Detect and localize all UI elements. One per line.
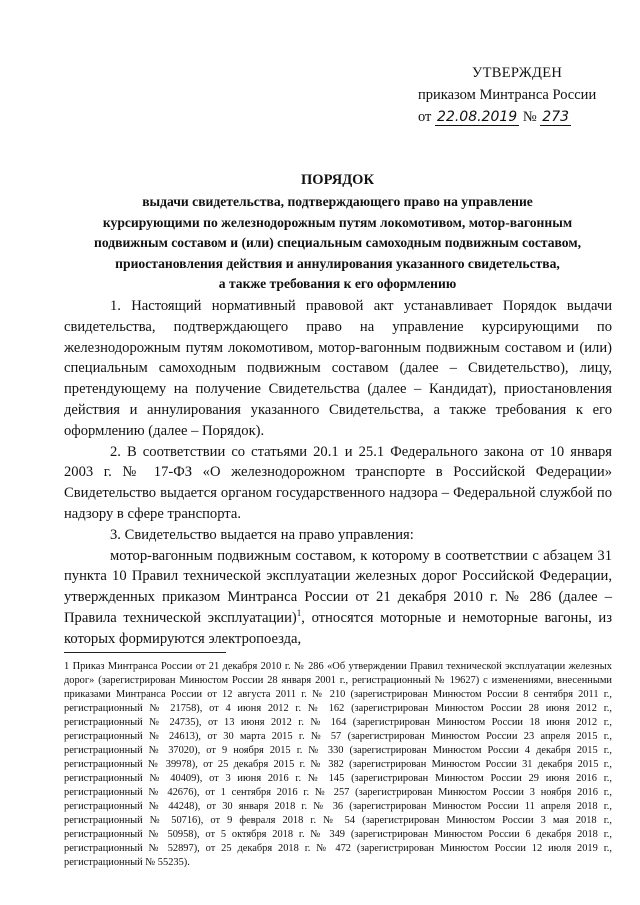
heading-title: ПОРЯДОК (301, 172, 374, 188)
paragraph-4-tail: , относятся моторные и немоторные вагоны, из которых формируются электропоезда, (64, 609, 612, 647)
date-prefix: от (418, 109, 432, 125)
handwritten-number: 273 (542, 109, 570, 125)
footnote-text: 1 Приказ Минтранса России от 21 декабря 2010 г. № 286 «Об утверждении Правил технической эксплуатации железных дорог» (зарегистрирован Минюстом России 28 января 2001 г., регистрационный № 19627) с изменениями, внесенными приказами Минтранса России от 12 августа 2011 г. № 210 (зарегистрирован Минюстом России 8 сентября 2011 г., регистрационный № 21758), от 4 июня 2012 г. № 162 (зарегистрирован Минюстом России 28 июня 2012 г., регистрационный № 24735), от 13 июня 2012 г. № 164 (зарегистрирован Минюстом России 18 июня 2012 г., регистрационный № 24613), от 30 марта 2015 г. № 57 (зарегистрирован Минюстом России 23 апреля 2015 г., регистрационный № 37020), от 9 ноября 2015 г. № 330 (зарегистрирован Минюстом России 4 декабря 2015 г., регистрационный № 39978), от 25 декабря 2015 г. № 382 (зарегистрирован Минюстом России 31 декабря 2015 г., регистрационный № 40409), от 3 июня 2016 г. № 145 (зарегистрирован Минюстом России 29 июня 2016 г., регистрационный № 42676), от 1 сентября 2016 г. № 257 (зарегистрирован Минюстом России 3 ноября 2016 г., регистрационный № 44248), от 30 января 2018 г. № 36 (зарегистрирован Минюстом России 11 апреля 2018 г., регистрационный № 50716), от 9 февраля 2018 г. № 54 (зарегистрирован Минюстом России 3 мая 2018 г., регистрационный № 50958), от 5 октября 2018 г. № 349 (зарегистрирован Минюстом России 6 декабря 2018 г., регистрационный № 52897), от 25 декабря 2018 г. № 472 (зарегистрирован Минюстом России 12 июля 2019 г., регистрационный № 55235). (64, 661, 612, 868)
paragraph-2: 2. В соответствии со статьями 20.1 и 25.1 Федерального закона от 10 января 2003 г. № 17-ФЗ «О железнодорожном транспорте в Российской Федерации» Свидетельство выдается органом государственного надзора – Федеральной службой по надзору в сфере транспорта. (64, 443, 612, 522)
approval-block (418, 62, 618, 128)
paragraph-3: 3. Свидетельство выдается на право управления: (110, 526, 414, 543)
footnote-reference: 1 (296, 608, 302, 619)
heading-line: подвижным составом и (или) специальным самоходным подвижным составом, (94, 235, 581, 251)
document-heading (60, 170, 615, 294)
paragraph-1: 1. Настоящий нормативный правовой акт устанавливает Порядок выдачи свидетельства, подтверждающего право на управление курсирующими по железнодорожным путям локомотивом, мотор-вагонным подвижным составом и (или) специальным самоходным подвижным составом (далее – Свидетельство), лицу, претендующему на получение Свидетельства (далее – Кандидат), приостановления действия и аннулирования указанного Свидетельства, а также требования к его оформлению (далее – Порядок). (64, 298, 612, 439)
heading-line: приостановления действия и аннулирования указанного свидетельства, (115, 255, 560, 271)
approval-title: УТВЕРЖДЕН (472, 65, 563, 81)
heading-line: курсирующими по железнодорожным путям локомотивом, мотор-вагонным (102, 214, 573, 230)
paragraph-4 (64, 546, 612, 650)
number-prefix: № (522, 109, 537, 125)
approval-date-line (418, 106, 618, 128)
approval-order-line: приказом Минтранса России (418, 87, 597, 103)
heading-line: а также требования к его оформлению (218, 276, 457, 292)
heading-line: выдачи свидетельства, подтверждающего право на управление (142, 194, 533, 210)
paragraph-4-text: мотор-вагонным подвижным составом, к которому в соответствии с абзацем 31 пункта 10 Правил технической эксплуатации железных дорог Российской Федерации, утвержденных приказом Минтранса России от 21 декабря 2010 г. № 286 (далее – Правила технической эксплуатации) (64, 547, 612, 626)
document-body (64, 296, 612, 650)
handwritten-date: 22.08.2019 (437, 109, 518, 125)
footnote (64, 660, 612, 870)
footnote-divider (64, 652, 226, 653)
